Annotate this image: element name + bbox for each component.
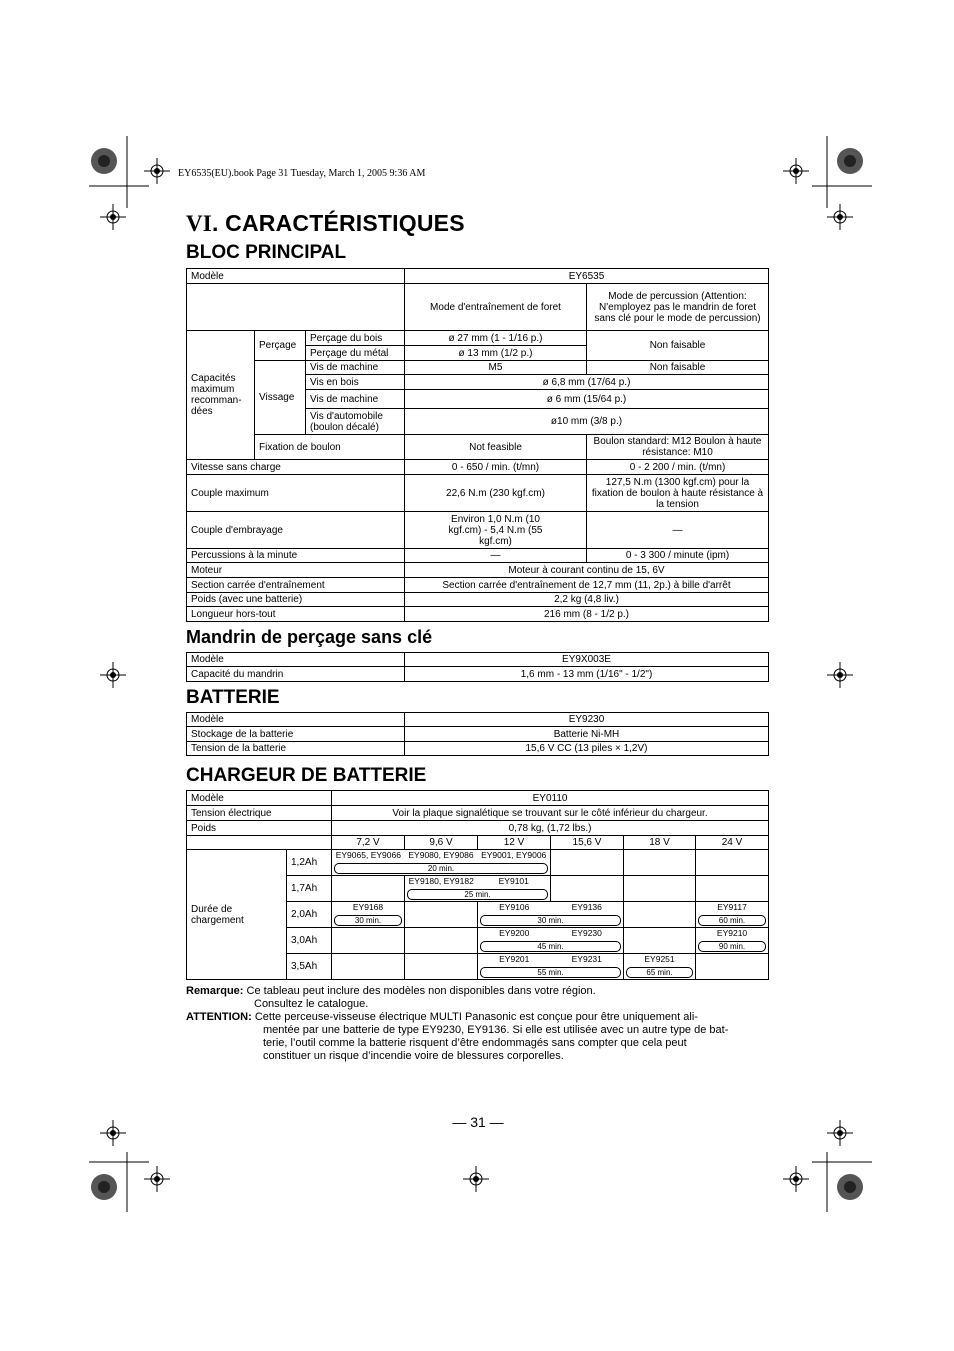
registration-mark-top-left [89,136,149,208]
crosshair-top-left [100,204,126,230]
label-fixation: Fixation de boulon [255,435,405,460]
table-row [187,512,769,549]
print-header-line: EY6535(EU).book Page 31 Tuesday, March 1, 2005 9:36 AM [178,168,426,179]
label-charger-poids: Poids [187,821,332,836]
label-couple-max: Couple maximum [187,475,405,512]
value-percage-impact: Non faisable [587,331,769,361]
value-charger-poids: 0,78 kg, (1,72 lbs.) [332,821,769,836]
value-fixation-drive: Not feasible [405,435,587,460]
table-row [187,713,769,727]
heading-batterie: BATTERIE [186,687,280,708]
label-ah: 1,7Ah [287,876,332,902]
label-ah: 3,5Ah [287,954,332,980]
value-vis-auto: ø10 mm (3/8 p.) [405,409,769,435]
value-percussions-impact: 0 - 3 300 / minute (ipm) [587,549,769,563]
table-row [187,475,769,512]
attention-line-1: ATTENTION: Cette perceuse-visseuse électrique MULTI Panasonic est conçue pour être uniquement ali- [186,1011,698,1023]
crosshair-bottom-right-2 [783,1166,809,1192]
title-roman-numeral: VI [186,211,212,236]
value-moteur: Moteur à courant continu de 15, 6V [405,563,769,578]
label-vis-machine: Vis de machine [306,361,405,375]
table-row [187,269,769,284]
battery-model: EY9201 [499,954,530,964]
remarque-line-1: Remarque: Ce tableau peut inclure des modèles non disponibles dans votre région. [186,985,596,997]
value-vis-machine-2: ø 6 mm (15/64 p.) [405,390,769,409]
crosshair-top-right-2 [827,204,853,230]
chuck-spec-table [186,652,769,682]
table-row [187,667,769,682]
heading-chargeur: CHARGEUR DE BATTERIE [186,765,427,786]
crosshair-bottom-left [100,1120,126,1146]
value-vitesse-drive: 0 - 650 / min. (t/mn) [405,460,587,475]
header-mode-impact: Mode de percussion (Attention: N'employez pas le mandrin de foret sans clé pour le mode de percussion) [587,284,769,331]
battery-model: EY9001, EY9006 [481,850,547,860]
table-row [187,460,769,475]
value-percussions-drive: — [405,549,587,563]
attention-label: ATTENTION: [186,1011,252,1023]
charge-time-bar: 55 min. [480,967,621,978]
battery-model: EY9106 [499,902,530,912]
charger-spec-table [186,790,769,980]
crosshair-bottom-center [463,1166,489,1192]
value-vitesse-impact: 0 - 2 200 / min. (t/mn) [587,460,769,475]
table-row [187,821,769,836]
label-capacites: Capacités maximum recomman- dées [187,331,255,460]
attention-line-3: terie, l’outil comme la batterie risquent d’être endommagés sans compter que cela peut [263,1037,687,1049]
header-volt-15-6: 15,6 V [551,836,624,850]
label-ah: 1,2Ah [287,850,332,876]
label-ah: 3,0Ah [287,928,332,954]
header-mode-drive: Mode d'entraînement de foret [405,284,587,331]
label-moteur: Moteur [187,563,405,578]
label-percage: Perçage [255,331,306,361]
label-vissage: Vissage [255,361,306,435]
charge-time-bar: 30 min. [334,915,402,926]
crosshair-mid-left [100,662,126,688]
table-row [187,653,769,667]
battery-model: EY9180, EY9182 [408,876,474,886]
value-chuck-modele: EY9X003E [405,653,769,667]
battery-model: EY9065, EY9066 [335,850,401,860]
header-volt-18: 18 V [624,836,696,850]
value-modele: EY6535 [405,269,769,284]
notes-block [186,985,776,1063]
table-row [187,836,769,850]
crosshair-bottom-left-2 [144,1166,170,1192]
value-percage-metal: ø 13 mm (1/2 p.) [405,346,587,361]
value-couple-max-impact: 127,5 N.m (1300 kgf.cm) pour la fixation de boulon à haute résistance à la tension [587,475,769,512]
table-row [187,563,769,578]
battery-model: EY9231 [571,954,602,964]
value-battery-modele: EY9230 [405,713,769,727]
header-volt-7-2: 7,2 V [332,836,405,850]
battery-model: EY9080, EY9086 [408,850,474,860]
table-row [187,850,769,876]
label-battery-stockage: Stockage de la batterie [187,727,405,742]
label-poids: Poids (avec une batterie) [187,593,405,607]
remarque-label: Remarque: [186,985,244,997]
table-row [187,742,769,756]
value-section: Section carrée d'entraînement de 12,7 mm (11, 2p.) à bille d'arrêt [405,578,769,593]
table-row [187,607,769,622]
table-row [187,791,769,806]
battery-model: EY9251 [644,954,675,964]
label-modele: Modèle [187,269,405,284]
attention-line-4: constituer un risque d’incendie voire de blessures corporelles. [263,1050,564,1062]
battery-model: EY9168 [352,902,384,912]
table-row [187,578,769,593]
page-number: — 31 — [452,1114,504,1130]
registration-mark-bottom-right [812,1152,872,1212]
charge-time-bar: 60 min. [698,915,766,926]
label-vitesse: Vitesse sans charge [187,460,405,475]
value-vis-machine: M5 [405,361,587,375]
label-percage-bois: Perçage du bois [306,331,405,346]
charge-time-bar: 65 min. [626,967,693,978]
table-row [187,727,769,742]
attention-line-2: mentée par une batterie de type EY9230, EY9136. Si elle est utilisée avec un autre type de bat- [263,1024,729,1036]
battery-model: EY9210 [716,928,748,938]
label-duree: Durée de chargement [187,850,287,980]
label-vis-auto: Vis d'automobile (boulon décalé) [306,409,405,435]
charge-time-bar: 45 min. [480,941,621,952]
label-percussions: Percussions à la minute [187,549,405,563]
battery-model: EY9136 [571,902,602,912]
header-volt-24: 24 V [696,836,769,850]
value-vis-machine-impact: Non faisable [587,361,769,375]
battery-model: EY9117 [717,902,747,912]
main-spec-table [186,268,769,622]
charge-time-bar: 25 min. [407,889,548,900]
crosshair-top-right [783,158,809,184]
label-battery-tension: Tension de la batterie [187,742,405,756]
crosshair-bottom-right [827,1120,853,1146]
header-volt-9-6: 9,6 V [405,836,478,850]
battery-spec-table [186,712,769,756]
crosshair-mid-right [827,662,853,688]
table-row [187,593,769,607]
value-couple-emb-drive: Environ 1,0 N.m (10 kgf.cm) - 5,4 N.m (55 kgf.cm) [405,512,587,549]
label-chuck-modele: Modèle [187,653,405,667]
value-couple-max-drive: 22,6 N.m (230 kgf.cm) [405,475,587,512]
table-row [187,435,769,460]
label-vis-bois: Vis en bois [306,375,405,390]
heading-bloc-principal: BLOC PRINCIPAL [186,242,347,263]
table-row [187,361,769,375]
value-couple-emb-impact: — [587,512,769,549]
heading-mandrin: Mandrin de perçage sans clé [186,627,433,647]
value-percage-bois: ø 27 mm (1 - 1/16 p.) [405,331,587,346]
table-row [187,806,769,821]
page-title [186,210,465,237]
value-longueur: 216 mm (8 - 1/2 p.) [405,607,769,622]
label-battery-modele: Modèle [187,713,405,727]
label-longueur: Longueur hors-tout [187,607,405,622]
value-battery-tension: 15,6 V CC (13 piles × 1,2V) [405,742,769,756]
label-section: Section carrée d'entraînement [187,578,405,593]
table-row [187,284,769,331]
charge-time-bar: 20 min. [334,863,548,874]
value-chuck-capacite: 1,6 mm - 13 mm (1/16" - 1/2") [405,667,769,682]
value-battery-stockage: Batterie Ni-MH [405,727,769,742]
value-charger-tension: Voir la plaque signalétique se trouvant sur le côté inférieur du chargeur. [332,806,769,821]
table-row [187,331,769,346]
label-charger-tension: Tension électrique [187,806,332,821]
battery-model: EY9200 [499,928,530,938]
crosshair-top-center [144,158,170,184]
remarque-line-2: Consultez le catalogue. [254,998,369,1010]
registration-mark-top-right [812,136,872,208]
battery-model: EY9101 [498,876,529,886]
label-chuck-capacite: Capacité du mandrin [187,667,405,682]
charge-time-bar: 90 min. [698,941,766,952]
value-fixation-impact: Boulon standard: M12 Boulon à haute résistance: M10 [587,435,769,460]
value-poids: 2,2 kg (4,8 liv.) [405,593,769,607]
label-ah: 2,0Ah [287,902,332,928]
header-volt-12: 12 V [478,836,551,850]
label-couple-emb: Couple d'embrayage [187,512,405,549]
battery-model: EY9230 [571,928,602,938]
registration-mark-bottom-left [89,1152,149,1212]
charge-time-bar: 30 min. [480,915,621,926]
value-charger-modele: EY0110 [332,791,769,806]
table-row [187,549,769,563]
label-charger-modele: Modèle [187,791,332,806]
label-vis-machine-2: Vis de machine [306,390,405,409]
title-text: . CARACTÉRISTIQUES [211,210,465,236]
label-percage-metal: Perçage du métal [306,346,405,361]
value-vis-bois: ø 6,8 mm (17/64 p.) [405,375,769,390]
